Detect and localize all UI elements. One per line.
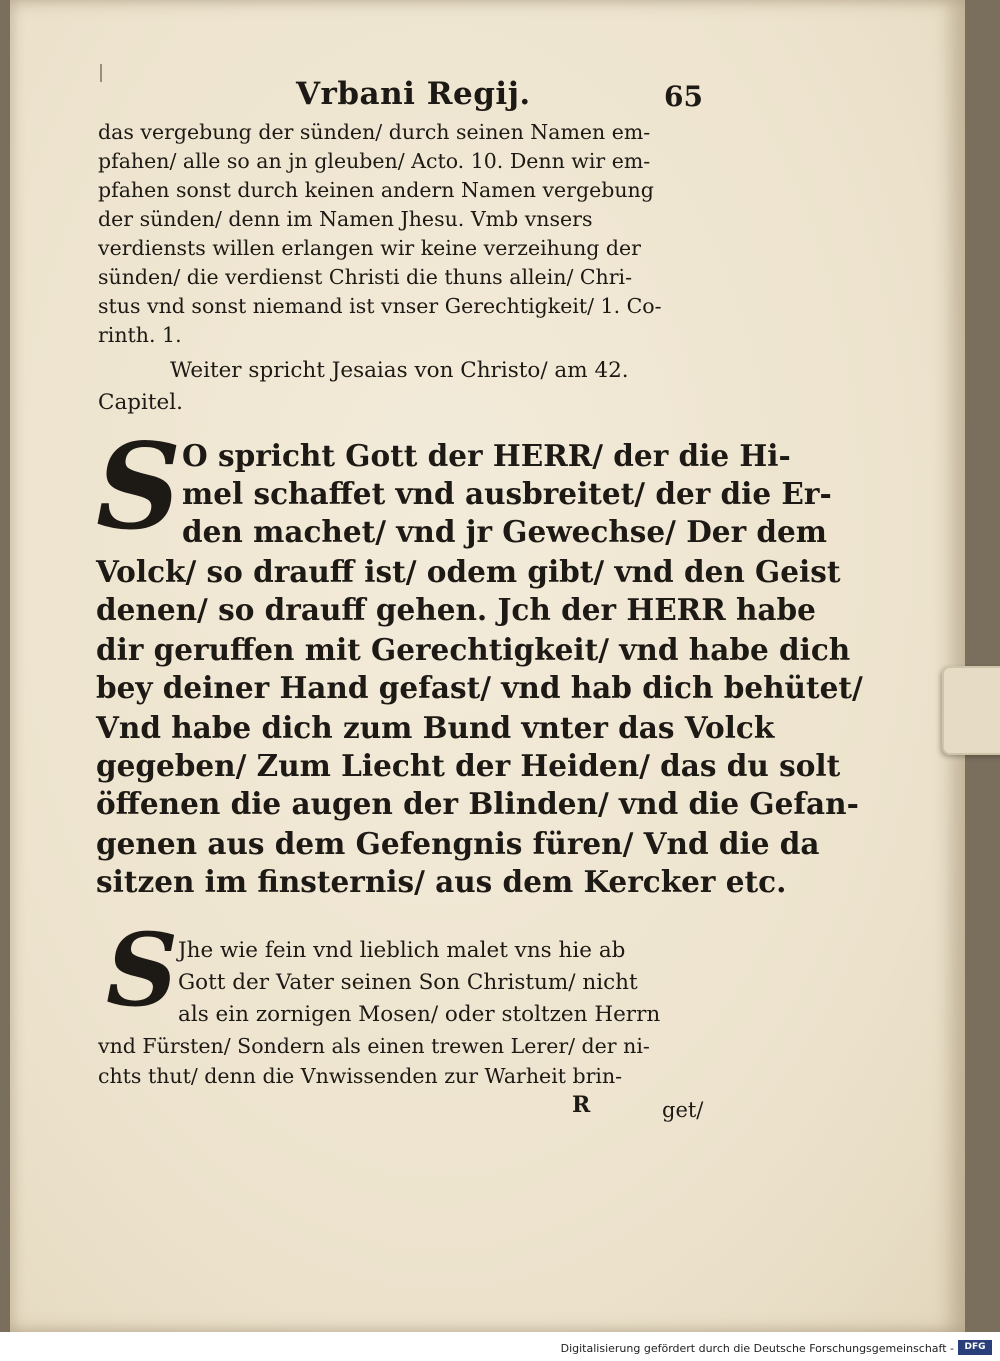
text-line: das vergebung der sünden/ durch seinen Namen em- [98,120,651,144]
text-line: sünden/ die verdienst Christi die thuns allein/ Chri- [98,265,633,289]
decorated-initial: S [96,417,182,556]
quotation-line: öffenen die augen der Blinden/ vnd die Gefan- [96,786,859,821]
quotation-line: Vnd habe dich zum Bund vnter das Volck [96,710,775,745]
text-line: der sünden/ denn im Namen Jhesu. Vmb vnsers [98,207,593,231]
text-line: verdiensts willen erlangen wir keine verzeihung der [98,236,641,260]
text-line: rinth. 1. [98,323,182,347]
book-page [10,0,965,1332]
text-line: pfahen/ alle so an jn gleuben/ Acto. 10. Denn wir em- [98,149,651,173]
text-line: Weiter spricht Jesaias von Christo/ am 42. [170,358,629,383]
commentary-line: vnd Fürsten/ Sondern als einen trewen Lerer/ der ni- [98,1034,650,1058]
commentary-line: chts thut/ denn die Vnwissenden zur Warheit brin- [98,1064,623,1088]
quotation-line: O spricht Gott der HERR/ der die Hi- [182,438,791,473]
quotation-line: denen/ so drauff gehen. Jch der HERR habe [96,592,816,627]
catchword: get/ [662,1098,704,1122]
quotation-line: dir geruffen mit Gerechtigkeit/ vnd habe dich [96,632,851,667]
text-line: Capitel. [98,390,183,415]
quotation-line: genen aus dem Gefengnis füren/ Vnd die da [96,826,820,861]
dfg-logo: DFG [958,1340,992,1355]
scanner-tab [942,666,1000,755]
quotation-line: bey deiner Hand gefast/ vnd hab dich behütet/ [96,670,863,705]
text-line: stus vnd sonst niemand ist vnser Gerechtigkeit/ 1. Co- [98,294,662,318]
quotation-line: den machet/ vnd jr Gewechse/ Der dem [182,514,827,549]
page-number: 65 [664,80,703,113]
signature-mark: R [572,1092,591,1118]
margin-mark [100,64,102,82]
quotation-line: gegeben/ Zum Liecht der Heiden/ das du solt [96,748,841,783]
running-head: Vrbani Regij. [296,76,531,112]
commentary-line: Gott der Vater seinen Son Christum/ nicht [178,970,638,995]
commentary-line: als ein zornigen Mosen/ oder stoltzen Herrn [178,1002,661,1027]
text-line: pfahen sonst durch keinen andern Namen vergebung [98,178,654,202]
funding-credit: Digitalisierung gefördert durch die Deutsche Forschungsgemeinschaft - [560,1342,954,1355]
quotation-line: Volck/ so drauff ist/ odem gibt/ vnd den Geist [96,554,841,589]
decorated-initial: S [106,911,179,1029]
quotation-line: sitzen im finsternis/ aus dem Kercker etc. [96,864,787,899]
quotation-line: mel schaffet vnd ausbreitet/ der die Er- [182,476,832,511]
footer-bar [0,1332,1000,1361]
commentary-line: Jhe wie fein vnd lieblich malet vns hie ab [178,938,626,963]
